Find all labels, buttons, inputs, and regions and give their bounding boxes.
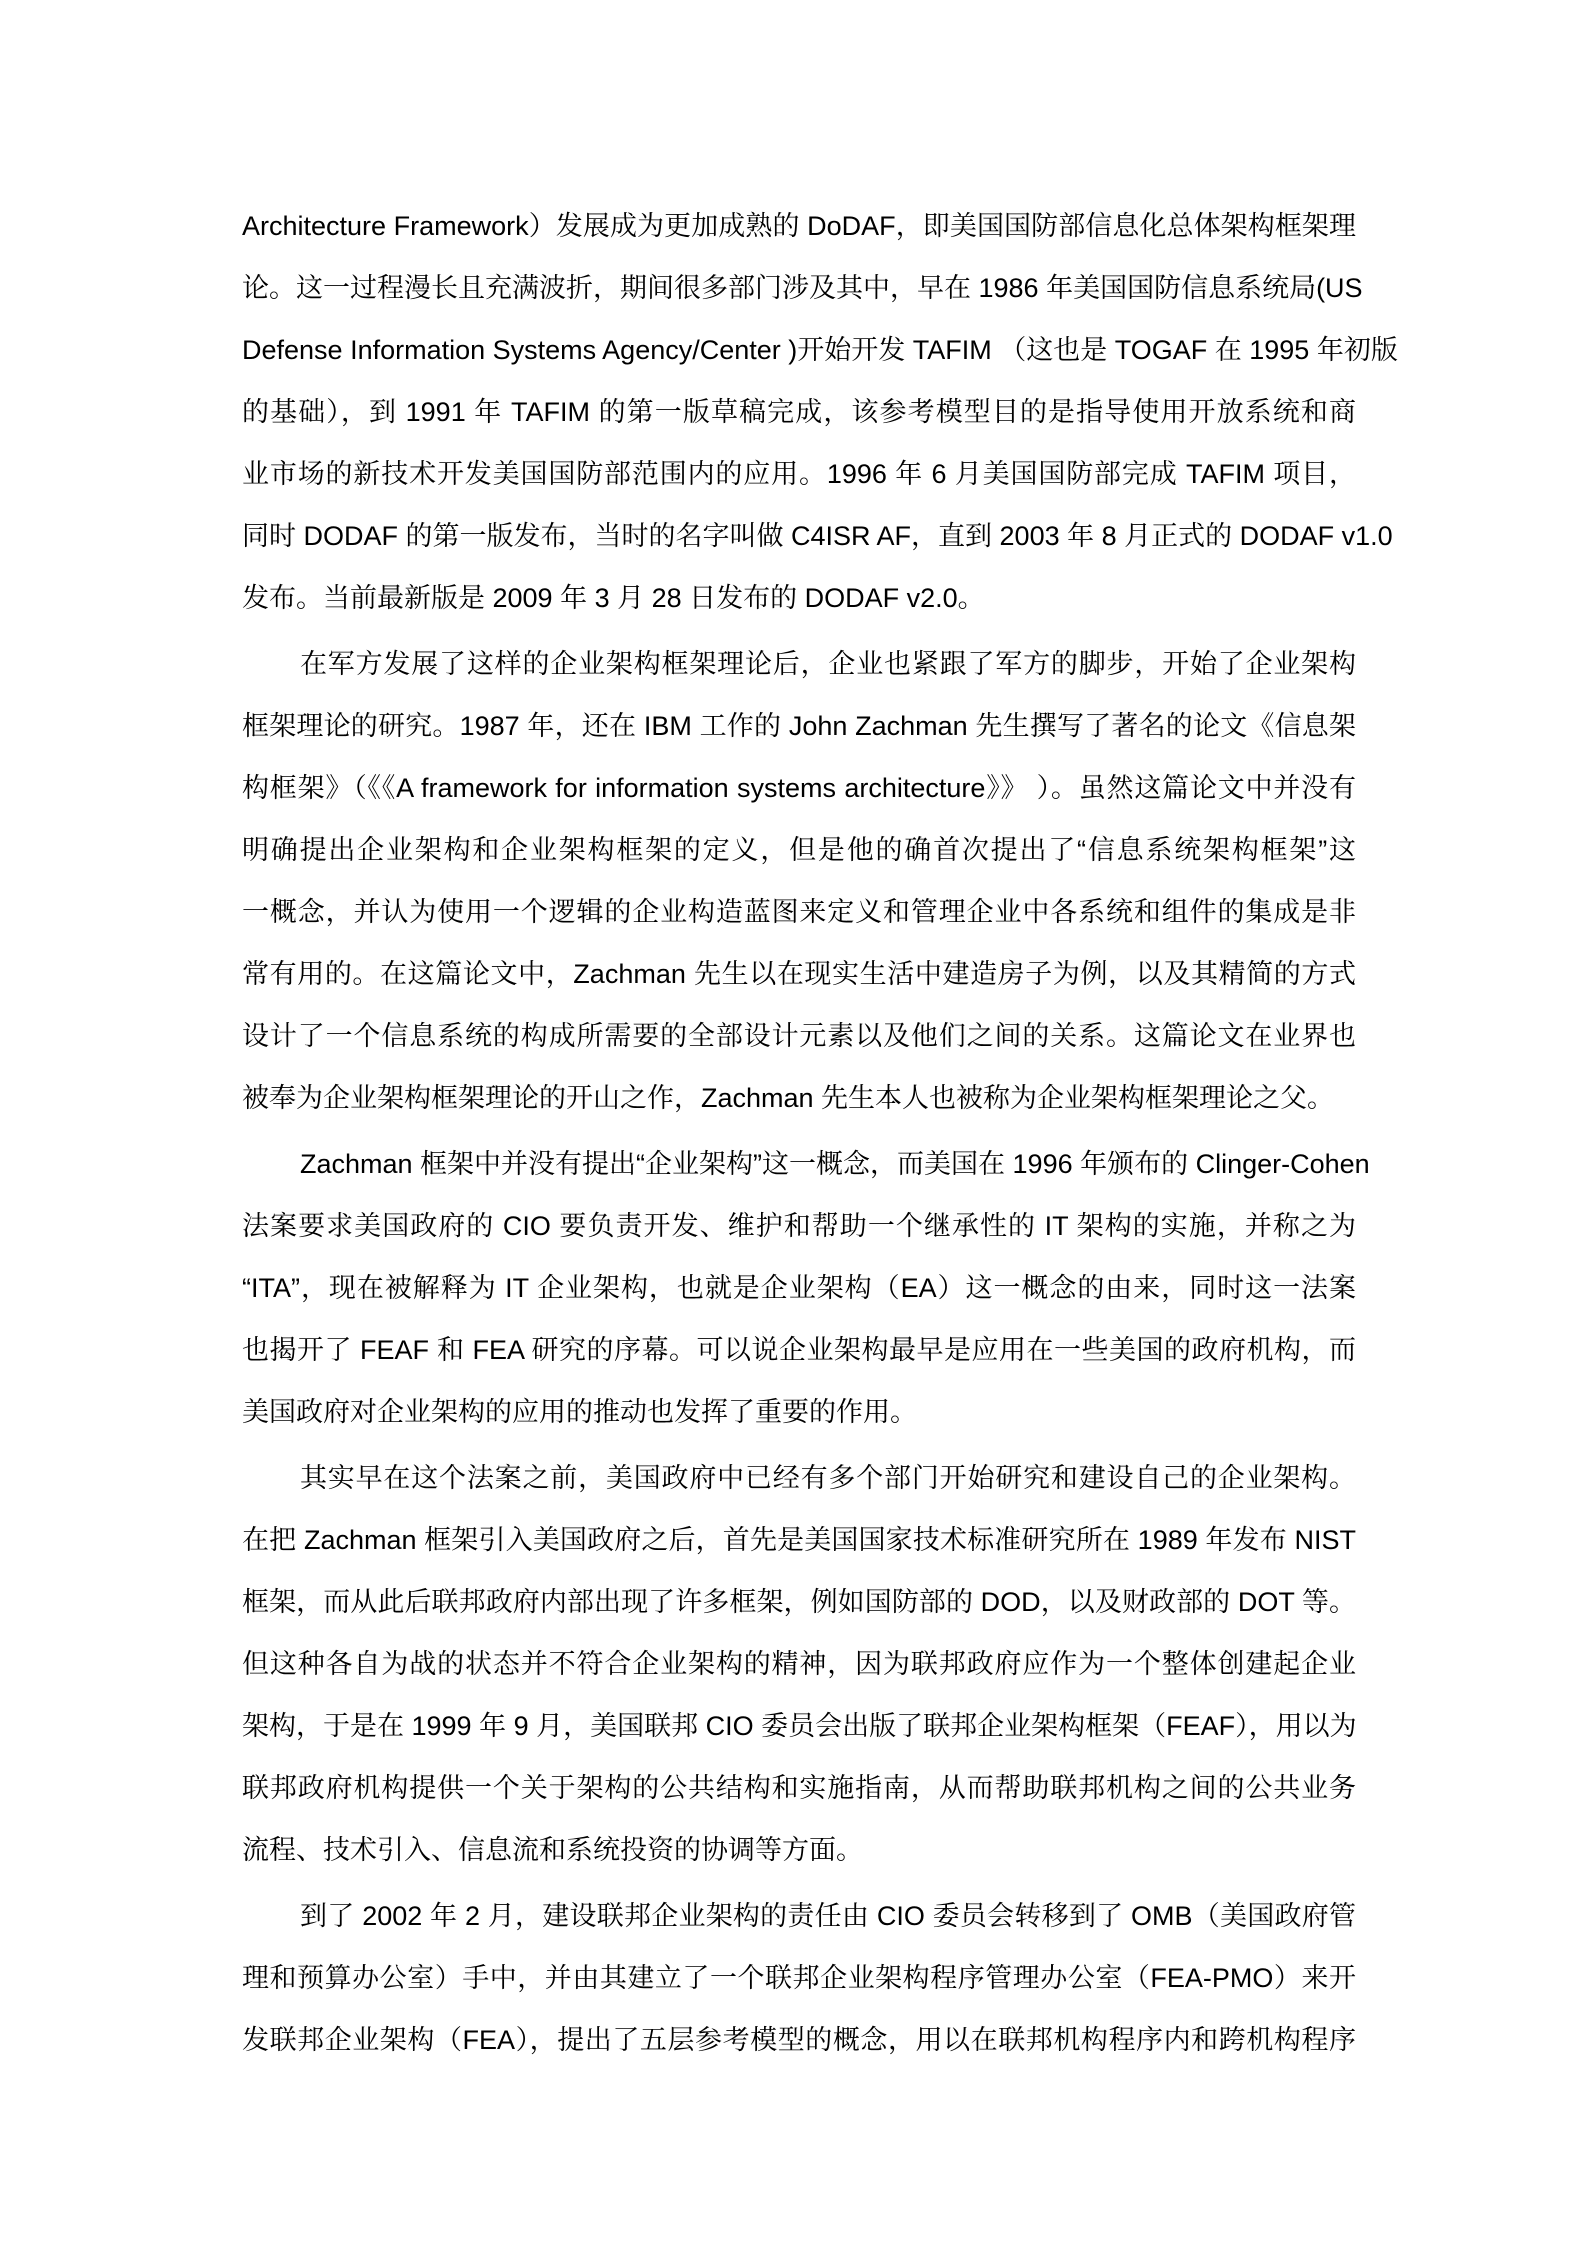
paragraph [242,1133,1370,1443]
text-line: 其实早在这个法案之前，美国政府中已经有多个部门开始研究和建设自己的企业架构。 [300,1463,1356,1493]
text-line: 常有用的。在这篇论文中，Zachman 先生以在现实生活中建造房子为例，以及其精简的方式 [242,959,1356,989]
text-line: 发布。当前最新版是 2009 年 3 月 28 日发布的 DODAF v2.0。 [242,583,985,613]
text-line: 但这种各自为战的状态并不符合企业架构的精神，因为联邦政府应作为一个整体创建起企业 [242,1649,1356,1679]
text-line: 在军方发展了这样的企业架构框架理论后，企业也紧跟了军方的脚步，开始了企业架构 [300,649,1356,679]
paragraph [242,1885,1356,2071]
paragraph [242,1447,1356,1881]
text-line: 流程、技术引入、信息流和系统投资的协调等方面。 [242,1835,863,1865]
text-line: “ITA”，现在被解释为 IT 企业架构，也就是企业架构（EA）这一概念的由来，同时这一法案 [242,1273,1356,1303]
text-line: 设计了一个信息系统的构成所需要的全部设计元素以及他们之间的关系。这篇论文在业界也 [242,1021,1356,1051]
text-line: 框架，而从此后联邦政府内部出现了许多框架，例如国防部的 DOD，以及财政部的 DOT 等。 [242,1587,1356,1617]
text-line: 发联邦企业架构（FEA），提出了五层参考模型的概念，用以在联邦机构程序内和跨机构程序 [242,2025,1356,2055]
text-line: Architecture Framework）发展成为更加成熟的 DoDAF，即美国国防部信息化总体架构框架理 [242,211,1356,241]
text-line: 也揭开了 FEAF 和 FEA 研究的序幕。可以说企业架构最早是应用在一些美国的政府机构，而 [242,1335,1356,1365]
text-line: 构框架》（《《A framework for information systems architecture》》 ）。虽然这篇论文中并没有 [242,773,1356,803]
text-line: 框架理论的研究。1987 年，还在 IBM 工作的 John Zachman 先生撰写了著名的论文《信息架 [242,711,1356,741]
text-line: Defense Information Systems Agency/Center )开始开发 TAFIM （这也是 TOGAF 在 1995 年初版 [242,335,1398,365]
text-line: 论。这一过程漫长且充满波折，期间很多部门涉及其中，早在 1986 年美国国防信息系统局(US [242,273,1363,303]
text-line: 法案要求美国政府的 CIO 要负责开发、维护和帮助一个继承性的 IT 架构的实施，并称之为 [242,1211,1356,1241]
text-line: 的基础），到 1991 年 TAFIM 的第一版草稿完成，该参考模型目的是指导使用开放系统和商 [242,397,1356,427]
text-line: 一概念，并认为使用一个逻辑的企业构造蓝图来定义和管理企业中各系统和组件的集成是非 [242,897,1356,927]
text-line: 理和预算办公室）手中，并由其建立了一个联邦企业架构程序管理办公室（FEA-PMO）来开 [242,1963,1356,1993]
paragraph [242,195,1398,629]
text-line: 业市场的新技术开发美国国防部范围内的应用。1996 年 6 月美国国防部完成 TAFIM 项目， [242,459,1356,489]
text-line: 明确提出企业架构和企业架构框架的定义，但是他的确首次提出了“信息系统架构框架”这 [242,835,1356,865]
text-line: 同时 DODAF 的第一版发布，当时的名字叫做 C4ISR AF，直到 2003 年 8 月正式的 DODAF v1.0 [242,521,1393,551]
paragraph [242,633,1356,1129]
text-line: 被奉为企业架构框架理论的开山之作，Zachman 先生本人也被称为企业架构框架理论之父。 [242,1083,1335,1113]
text-line: Zachman 框架中并没有提出“企业架构”这一概念，而美国在 1996 年颁布的 Clinger-Cohen [300,1149,1370,1179]
text-line: 架构，于是在 1999 年 9 月，美国联邦 CIO 委员会出版了联邦企业架构框架（FEAF），用以为 [242,1711,1357,1741]
document-page [242,195,1398,2075]
text-line: 在把 Zachman 框架引入美国政府之后，首先是美国国家技术标准研究所在 1989 年发布 NIST [242,1525,1356,1555]
text-line: 美国政府对企业架构的应用的推动也发挥了重要的作用。 [242,1397,917,1427]
text-line: 联邦政府机构提供一个关于架构的公共结构和实施指南，从而帮助联邦机构之间的公共业务 [242,1773,1356,1803]
text-line: 到了 2002 年 2 月，建设联邦企业架构的责任由 CIO 委员会转移到了 OMB（美国政府管 [300,1901,1356,1931]
